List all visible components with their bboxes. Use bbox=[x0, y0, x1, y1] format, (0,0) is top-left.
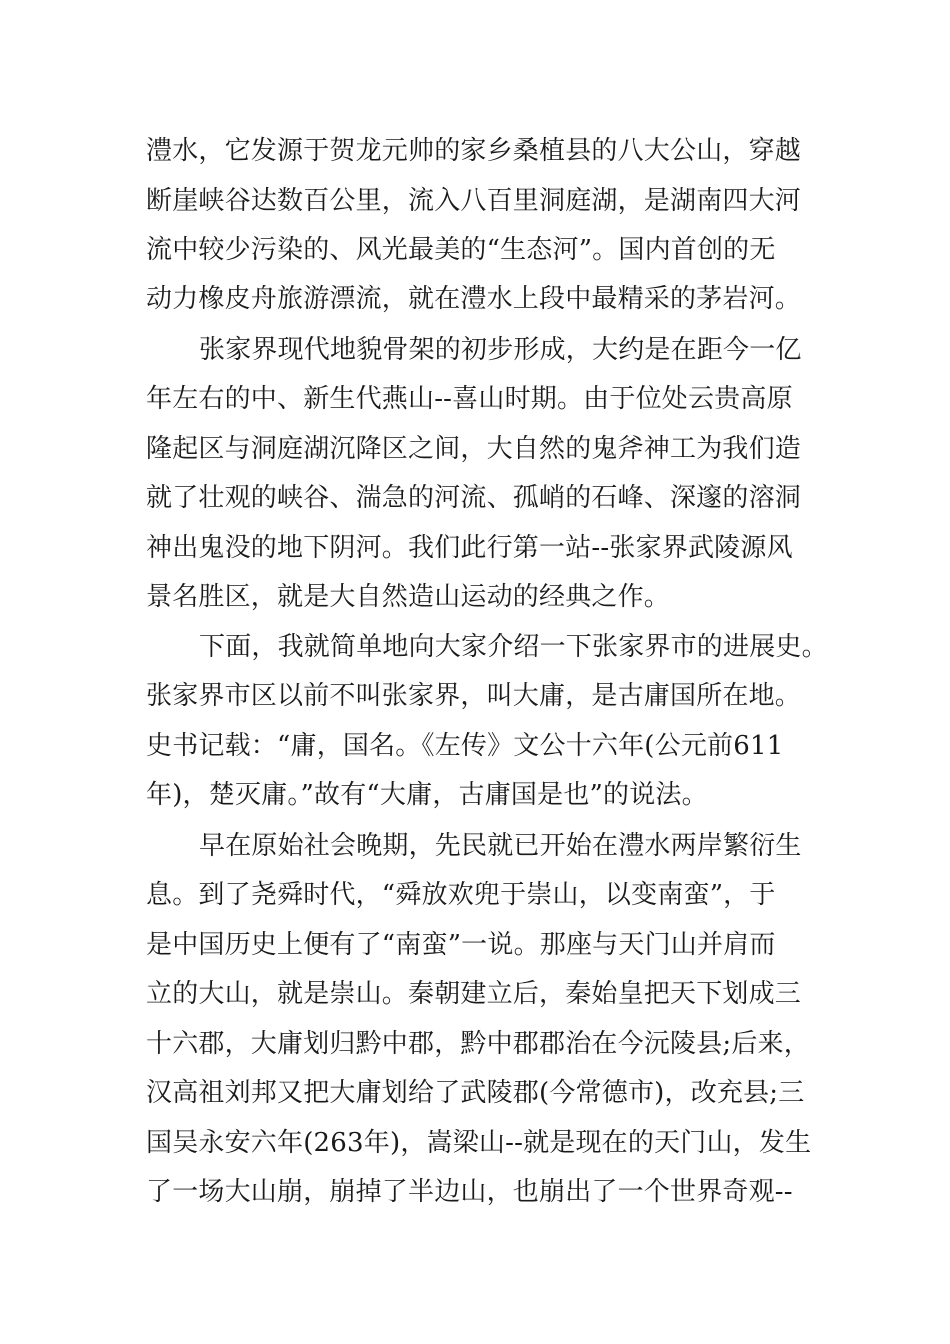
text-line-9: 神出鬼没的地下阴河。我们此行第一站--张家界武陵源风 bbox=[146, 533, 793, 563]
text-line-3: 流中较少污染的、风光最美的“生态河”。国内首创的无 bbox=[146, 235, 776, 265]
text-line-20: 汉高祖刘邦又把大庸划给了武陵郡(今常德市)，改充县;三 bbox=[146, 1078, 805, 1108]
text-line-5: 张家界现代地貌骨架的初步形成，大约是在距今一亿 bbox=[199, 335, 802, 365]
text-line-10: 景名胜区，就是大自然造山运动的经典之作。 bbox=[146, 582, 671, 612]
text-line-1: 澧水，它发源于贺龙元帅的家乡桑植县的八大公山，穿越 bbox=[146, 136, 802, 166]
text-line-4: 动力橡皮舟旅游漂流，就在澧水上段中最精采的茅岩河。 bbox=[146, 284, 802, 314]
text-line-13: 史书记载：“庸，国名。《左传》文公十六年(公元前611 bbox=[146, 731, 784, 761]
text-line-8: 就了壮观的峡谷、湍急的河流、孤峭的石峰、深邃的溶洞 bbox=[146, 483, 802, 513]
text-line-19: 十六郡，大庸划归黔中郡，黔中郡郡治在今沅陵县;后来， bbox=[146, 1029, 810, 1059]
text-line-11: 下面，我就简单地向大家介绍一下张家界市的进展史。 bbox=[199, 632, 828, 662]
text-line-12: 张家界市区以前不叫张家界，叫大庸，是古庸国所在地。 bbox=[146, 681, 802, 711]
text-line-22: 了一场大山崩，崩掉了半边山，也崩出了一个世界奇观-- bbox=[146, 1177, 793, 1207]
text-line-17: 是中国历史上便有了“南蛮”一说。那座与天门山并肩而 bbox=[146, 930, 776, 960]
text-line-14: 年)，楚灭庸。”故有“大庸，古庸国是也”的说法。 bbox=[146, 780, 708, 810]
text-line-6: 年左右的中、新生代燕山--喜山时期。由于位处云贵高原 bbox=[146, 384, 793, 414]
text-line-21: 国吴永安六年(263年)，嵩梁山--就是现在的天门山，发生 bbox=[146, 1128, 812, 1158]
text-line-16: 息。到了尧舜时代，“舜放欢兜于崇山，以变南蛮”，于 bbox=[146, 880, 776, 910]
text-line-7: 隆起区与洞庭湖沉降区之间，大自然的鬼斧神工为我们造 bbox=[146, 434, 802, 464]
text-line-18: 立的大山，就是崇山。秦朝建立后，秦始皇把天下划成三 bbox=[146, 979, 802, 1009]
text-line-2: 断崖峡谷达数百公里，流入八百里洞庭湖，是湖南四大河 bbox=[146, 186, 802, 216]
text-line-15: 早在原始社会晚期，先民就已开始在澧水两岸繁衍生 bbox=[199, 831, 802, 861]
